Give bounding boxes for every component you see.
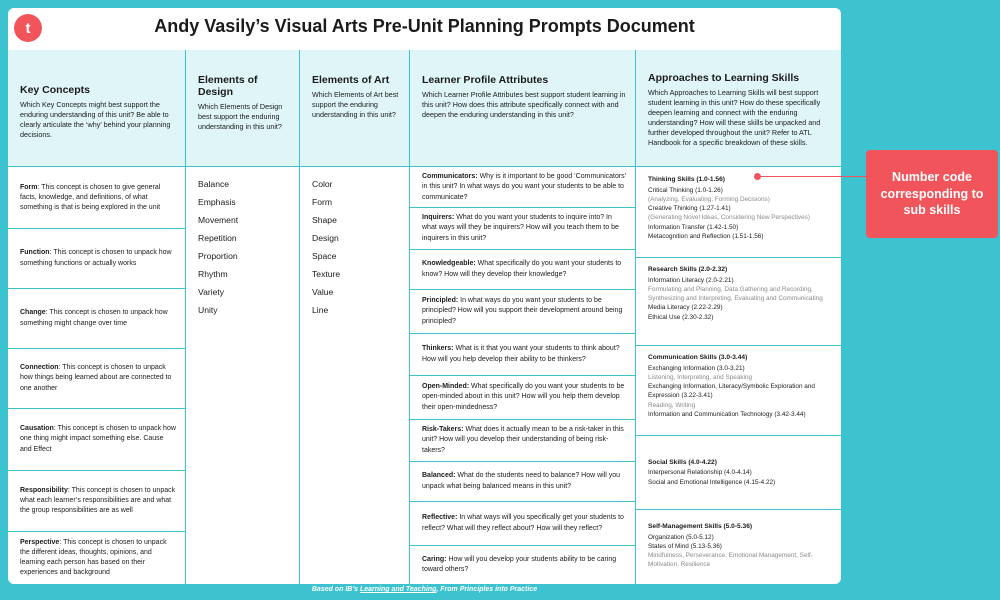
learner-profile-column: [410, 50, 636, 584]
key-concept-cell: [8, 471, 185, 532]
elements-art-title: Elements of Art: [312, 74, 390, 86]
learner-attribute-cell: [410, 334, 635, 376]
skill-line: Media Literacy (2.22-2.29): [648, 304, 723, 312]
skill-line: Critical Thinking (1.0-1.26): [648, 186, 723, 194]
key-concepts-description: Which Key Concepts might best support the enduring understanding of this unit? Be able to clearly articulate the ‘why’ behind your planning decisions.: [20, 100, 171, 139]
callout-pointer-line: [758, 176, 866, 177]
elements-design-column: [186, 50, 300, 584]
skill-group-title: Thinking Skills (1.0-1.56): [648, 176, 725, 183]
number-code-callout: Number code corresponding to sub skills: [866, 150, 998, 238]
learner-profile-description: Which Learner Profile Attributes best support student learning in this unit? How does this attribute specifically connect with and deepen the enduring understanding in this unit?: [422, 90, 626, 119]
list-item: Shape: [312, 215, 337, 225]
attribute-term: Reflective:: [422, 514, 458, 522]
key-concept-cell: [8, 229, 185, 289]
learner-attribute-cell: [410, 168, 635, 208]
learner-profile-title: Learner Profile Attributes: [422, 74, 549, 86]
list-item: Space: [312, 251, 337, 261]
attribute-term: Open-Minded:: [422, 383, 470, 391]
key-concept-text: : This concept is chosen to unpack how one thing might impact something else. Cause and Effect: [20, 425, 176, 453]
list-item: Color: [312, 179, 333, 189]
learner-attribute-cell: [410, 250, 635, 290]
key-concept-text: : This concept is chosen to unpack what each learner’s responsibilities are and what the group responsibilities are as well: [20, 486, 176, 515]
key-concept-term: Function: [20, 249, 50, 257]
skill-line: Metacognition and Reflection (1.51-1.56): [648, 232, 764, 240]
attribute-term: Inquirers:: [422, 214, 455, 222]
elements-art-list: [300, 167, 409, 327]
atl-skills-header: [636, 50, 841, 167]
skill-line: Exchanging Information (3.0-3.21): [648, 364, 745, 372]
elements-design-title: Elements of Design: [198, 74, 258, 98]
key-concept-term: Form: [20, 183, 38, 191]
attribute-text: What specifically do you want your students to know? How will they develop their knowledge?: [422, 260, 622, 278]
key-concept-cell: [8, 289, 185, 349]
skill-line: (Generating Novel Ideas, Considering New Perspectives): [648, 214, 810, 222]
list-item: Repetition: [198, 233, 237, 243]
list-item: Unity: [198, 305, 218, 315]
key-concept-cell: [8, 532, 185, 584]
footer-prefix: Based on IB’s: [311, 586, 360, 593]
attribute-text: What specifically do you want your students to be open-minded about in this unit? How will you help them develop their open-mindedness?: [422, 383, 625, 411]
key-concept-cell: [8, 349, 185, 409]
skill-line: Listening, Interpreting, and Speaking: [648, 373, 753, 381]
attribute-text: How will you develop your students ability to be caring toward others?: [422, 555, 617, 573]
list-item: Value: [312, 287, 334, 297]
attribute-term: Thinkers:: [422, 345, 454, 353]
key-concept-text: : This concept is chosen to unpack how things being learned about are connected to one another: [20, 364, 172, 392]
key-concept-text: : This concept is chosen to unpack how something might change over time: [20, 309, 168, 327]
learner-attribute-cell: [410, 502, 635, 546]
key-concepts-header: [8, 50, 185, 167]
learner-profile-header: [410, 50, 635, 167]
attribute-text: What is it that you want your students to think about? How will you help develop their ability to be thinkers?: [422, 345, 620, 363]
skill-group-title: Communication Skills (3.0-3.44): [648, 354, 748, 361]
skill-line: Information Transfer (1.42-1.50): [648, 223, 739, 231]
skill-group-cell: [636, 346, 841, 436]
key-concept-term: Connection: [20, 364, 59, 372]
key-concepts-title: Key Concepts: [20, 84, 91, 96]
learner-attribute-cell: [410, 462, 635, 502]
elements-art-column: [300, 50, 410, 584]
attribute-term: Caring:: [422, 555, 447, 563]
attribute-term: Balanced:: [422, 472, 456, 480]
attribute-text: What does it actually mean to be a risk-taker in this unit? How will you develop their understanding of being risk-takers?: [422, 426, 624, 454]
elements-design-header: [186, 50, 299, 167]
attribute-text: What do you want your students to inquire into? In what ways will they be inquirers? How will you teach them to be inquirers in this unit?: [422, 214, 619, 242]
planning-sheet: [8, 8, 841, 584]
atl-skills-title: Approaches to Learning Skills: [648, 72, 800, 84]
learner-attribute-cell: [410, 208, 635, 250]
skill-group-title: Social Skills (4.0-4.22): [648, 458, 717, 466]
list-item: Variety: [198, 287, 225, 297]
skill-line: Mindfulness, Perseverance, Emotional Management, Self-Motivation, Resilience: [648, 552, 813, 569]
footer-link[interactable]: Learning and Teaching: [359, 586, 437, 593]
skill-line: Organization (5.0-5.12): [648, 533, 714, 541]
skill-line: Formulating and Planning, Data Gathering and Recording, Synthesizing and Interpreting, Evaluating and Communicating: [648, 285, 823, 303]
atl-skills-description: Which Approaches to Learning Skills will best support student learning in this unit? How do these specifically deepen learning and connect with the enduring understanding? How will these skills be unpacked and further developed throughout the unit? Refer to ATL Handbook for a specific breakdown of these skills.: [648, 88, 821, 147]
list-item: Rhythm: [198, 269, 228, 279]
attribute-term: Knowledgeable:: [422, 260, 476, 268]
attribute-text: Why is it important to be good ‘Communicators’ in this unit? In what ways do you want your students to be able to communicate?: [422, 173, 626, 201]
list-item: Form: [312, 197, 333, 207]
skill-group-cell: [636, 510, 841, 584]
attribute-text: In what ways do you want your students to be principled? How will you support their development around being principled?: [422, 297, 623, 325]
skill-line: Social and Emotional Intelligence (4.15-4.22): [648, 478, 776, 486]
key-concept-term: Change: [20, 309, 46, 317]
skill-line: States of Mind (5.13-5.36): [648, 542, 722, 550]
footer-suffix: , From Principles into Practice: [436, 586, 538, 593]
list-item: Design: [312, 233, 339, 243]
skill-group-cell: [636, 436, 841, 510]
key-concepts-column: [8, 50, 186, 584]
skill-line: Exchanging Information, Literacy/Symbolic Exploration and Expression (3.22-3.41): [648, 383, 815, 400]
elements-design-list: [186, 167, 299, 327]
atl-skills-column: [636, 50, 841, 584]
skill-group-cell: [636, 258, 841, 346]
key-concept-text: : This concept is chosen to give general facts, knowledge, and definitions, of what something is that is being explored in the unit: [20, 183, 161, 212]
key-concept-text: : This concept is chosen to unpack how something functions or actually works: [20, 249, 172, 267]
attribute-term: Communicators:: [422, 173, 478, 181]
skill-line: Reading, Writing: [648, 401, 696, 409]
learner-attribute-cell: [410, 546, 635, 584]
attribute-text: What do the students need to balance? How will you unpack what being balanced means in this unit?: [422, 472, 621, 490]
footer-attribution: [8, 586, 841, 593]
skill-line: Ethical Use (2.30-2.32): [648, 313, 714, 321]
skill-line: Information Literacy (2.0-2.21): [648, 276, 734, 284]
key-concept-cell: [8, 168, 185, 229]
elements-design-description: Which Elements of Design best support the enduring understanding in this unit?: [198, 102, 283, 131]
learner-attribute-cell: [410, 376, 635, 420]
attribute-term: Principled:: [422, 297, 459, 305]
learner-attribute-cell: [410, 420, 635, 462]
elements-art-description: Which Elements of Art best support the enduring understanding in this unit?: [312, 90, 399, 119]
list-item: Emphasis: [198, 197, 236, 207]
app-logo-icon[interactable]: t: [14, 14, 42, 42]
list-item: Movement: [198, 215, 239, 225]
key-concept-term: Causation: [20, 425, 54, 433]
skill-line: (Analyzing, Evaluating, Forming Decisions): [648, 195, 770, 203]
key-concept-term: Responsibility: [20, 486, 68, 494]
key-concept-cell: [8, 409, 185, 471]
elements-art-header: [300, 50, 409, 167]
skill-group-cell: [636, 168, 841, 258]
attribute-text: In what ways will you specifically get your students to reflect? What will they reflect about? How will they reflect?: [422, 514, 624, 532]
key-concept-text: : This concept is chosen to unpack the different ideas, thoughts, opinions, and learning each person has based on their experiences and background: [20, 538, 167, 577]
key-concept-term: Perspective: [20, 538, 60, 546]
list-item: Line: [312, 305, 329, 315]
page-title: Andy Vasily’s Visual Arts Pre-Unit Planning Prompts Document: [154, 16, 695, 36]
skill-line: Information and Communication Technology (3.42-3.44): [648, 410, 806, 418]
skill-group-title: Self-Management Skills (5.0-5.36): [648, 523, 753, 530]
list-item: Balance: [198, 179, 230, 189]
planning-table: [8, 50, 841, 584]
skill-group-title: Research Skills (2.0-2.32): [648, 266, 728, 273]
skill-line: Interpersonal Relationship (4.0-4.14): [648, 469, 752, 477]
list-item: Proportion: [198, 251, 238, 261]
list-item: Texture: [312, 269, 341, 279]
skill-line: Creative Thinking (1.27-1.41): [648, 205, 731, 213]
attribute-term: Risk-Takers:: [422, 426, 464, 434]
learner-attribute-cell: [410, 290, 635, 334]
